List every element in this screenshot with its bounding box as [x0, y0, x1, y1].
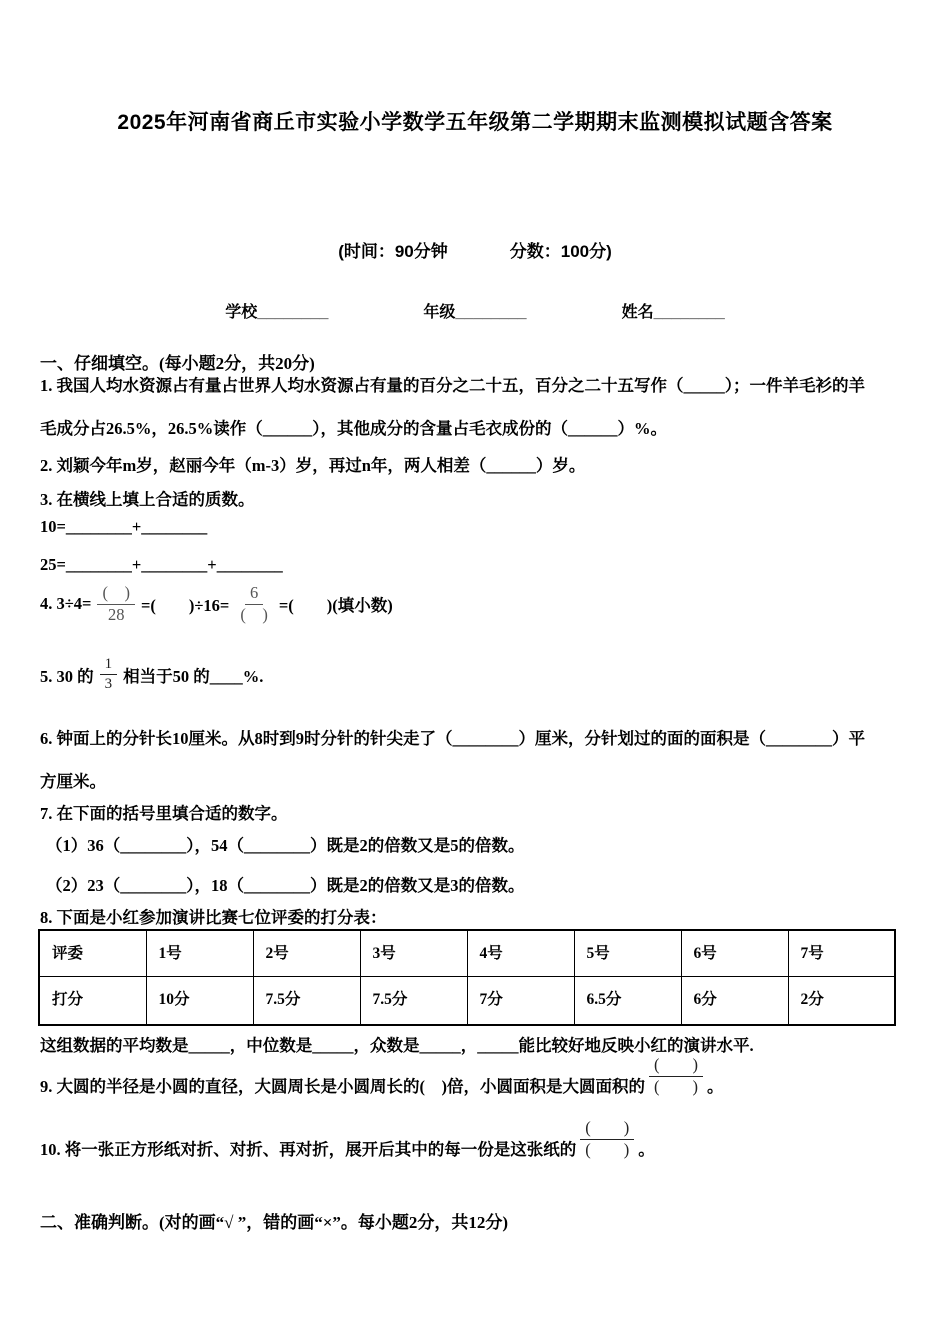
- exam-meta: [0, 237, 950, 262]
- fraction-numerator: 6: [245, 584, 263, 605]
- fraction-denominator: ( ): [654, 1076, 698, 1096]
- question-9-suffix: 。: [707, 1076, 724, 1096]
- table-cell: 4号: [467, 930, 574, 977]
- name-field: 姓名________: [621, 304, 725, 321]
- table-cell: 10分: [146, 977, 253, 1026]
- table-cell: 7.5分: [360, 977, 467, 1026]
- question-3-intro: 3. 在横线上填上合适的质数。: [40, 490, 255, 509]
- fraction-denominator: ( ): [585, 1139, 630, 1159]
- score-label: 分数：100分): [509, 242, 612, 261]
- question-8-intro: 8. 下面是小红参加演讲比赛七位评委的打分表：: [40, 908, 387, 927]
- question-5-suffix: 相当于50 的____%.: [123, 666, 264, 686]
- question-9-text: 9. 大圆的半径是小圆的直径，大圆周长是小圆周长的( )倍，小圆面积是大圆面积的: [40, 1076, 645, 1096]
- question-6-line-2: 方厘米。: [40, 772, 106, 791]
- table-cell: 7.5分: [253, 977, 360, 1026]
- table-cell: 6分: [681, 977, 788, 1026]
- table-cell: 6.5分: [574, 977, 681, 1026]
- table-row-scores: [39, 977, 895, 1026]
- fraction-denominator: ( ): [240, 604, 268, 624]
- section-two-heading: 二、准确判断。(对的画“√ ”，错的画“×”。每小题2分，共12分): [40, 1213, 509, 1232]
- question-4-fraction-2: [235, 584, 273, 625]
- question-10-suffix: 。: [638, 1139, 655, 1159]
- school-field: 学校________: [225, 304, 329, 321]
- question-4-prefix: 4. 3÷4=: [40, 594, 92, 614]
- question-8-summary: 这组数据的平均数是_____，中位数是_____，众数是_____，_____能比较好地反映小红的演讲水平.: [40, 1036, 754, 1055]
- question-4-fraction-1: [97, 584, 135, 625]
- fraction-numerator: 1: [100, 656, 118, 675]
- time-label: (时间：90分钟: [338, 242, 448, 261]
- fraction-numerator: ( ): [649, 1056, 703, 1077]
- question-7-intro: 7. 在下面的括号里填合适的数字。: [40, 804, 288, 823]
- table-cell: 2号: [253, 930, 360, 977]
- table-cell: 评委: [39, 930, 146, 977]
- question-1-line-1: 1. 我国人均水资源占有量占世界人均水资源占有量的百分之二十五，百分之二十五写作（_____）；一件羊毛衫的羊: [40, 376, 865, 395]
- table-cell: 1号: [146, 930, 253, 977]
- fraction-denominator: 3: [104, 676, 113, 693]
- table-cell: 2分: [788, 977, 895, 1026]
- question-1-line-2: 毛成分占26.5%，26.5%读作（______），其他成分的含量占毛衣成份的（______）%。: [40, 419, 667, 438]
- student-info-line: [0, 299, 950, 322]
- table-cell: 3号: [360, 930, 467, 977]
- fraction-numerator: ( ): [580, 1119, 634, 1140]
- question-5-fraction: [100, 656, 118, 694]
- grade-field: 年级________: [423, 304, 527, 321]
- table-cell: 打分: [39, 977, 146, 1026]
- table-row-judges: [39, 930, 895, 977]
- question-2: 2. 刘颖今年m岁，赵丽今年（m-3）岁，再过n年，两人相差（______）岁。: [40, 456, 586, 475]
- question-10-fraction: [580, 1119, 634, 1160]
- question-4-middle: =( )÷16=: [140, 596, 230, 616]
- page-title: 2025年河南省商丘市实验小学数学五年级第二学期期末监测模拟试题含答案: [117, 111, 833, 134]
- section-one-heading: 一、仔细填空。(每小题2分，共20分): [40, 354, 315, 373]
- question-7-sub-1: （1）36（________），54（________）既是2的倍数又是5的倍数。: [46, 836, 525, 855]
- table-cell: 7分: [467, 977, 574, 1026]
- table-cell: 5号: [574, 930, 681, 977]
- table-cell: 7号: [788, 930, 895, 977]
- question-3-equation-1: 10=________+________: [40, 517, 208, 536]
- question-10: [40, 1119, 655, 1160]
- fraction-denominator: 28: [107, 604, 125, 624]
- question-6-line-1: 6. 钟面上的分针长10厘米。从8时到9时分针的针尖走了（________）厘米，分针划过的面的面积是（________）平: [40, 729, 865, 748]
- question-4: [40, 584, 393, 625]
- question-5-prefix: 5. 30 的: [40, 666, 94, 686]
- question-5: [40, 656, 263, 694]
- question-10-text: 10. 将一张正方形纸对折、对折、再对折，展开后其中的每一份是这张纸的: [40, 1139, 577, 1159]
- question-9: [40, 1056, 724, 1097]
- fraction-numerator: ( ): [97, 584, 135, 605]
- question-9-fraction: [649, 1056, 703, 1097]
- table-cell: 6号: [681, 930, 788, 977]
- question-7-sub-2: （2）23（________），18（________）既是2的倍数又是3的倍数。: [46, 876, 525, 895]
- question-4-suffix: =( )(填小数): [278, 596, 393, 616]
- score-table: [38, 929, 896, 1026]
- question-3-equation-2: 25=________+________+________: [40, 555, 283, 574]
